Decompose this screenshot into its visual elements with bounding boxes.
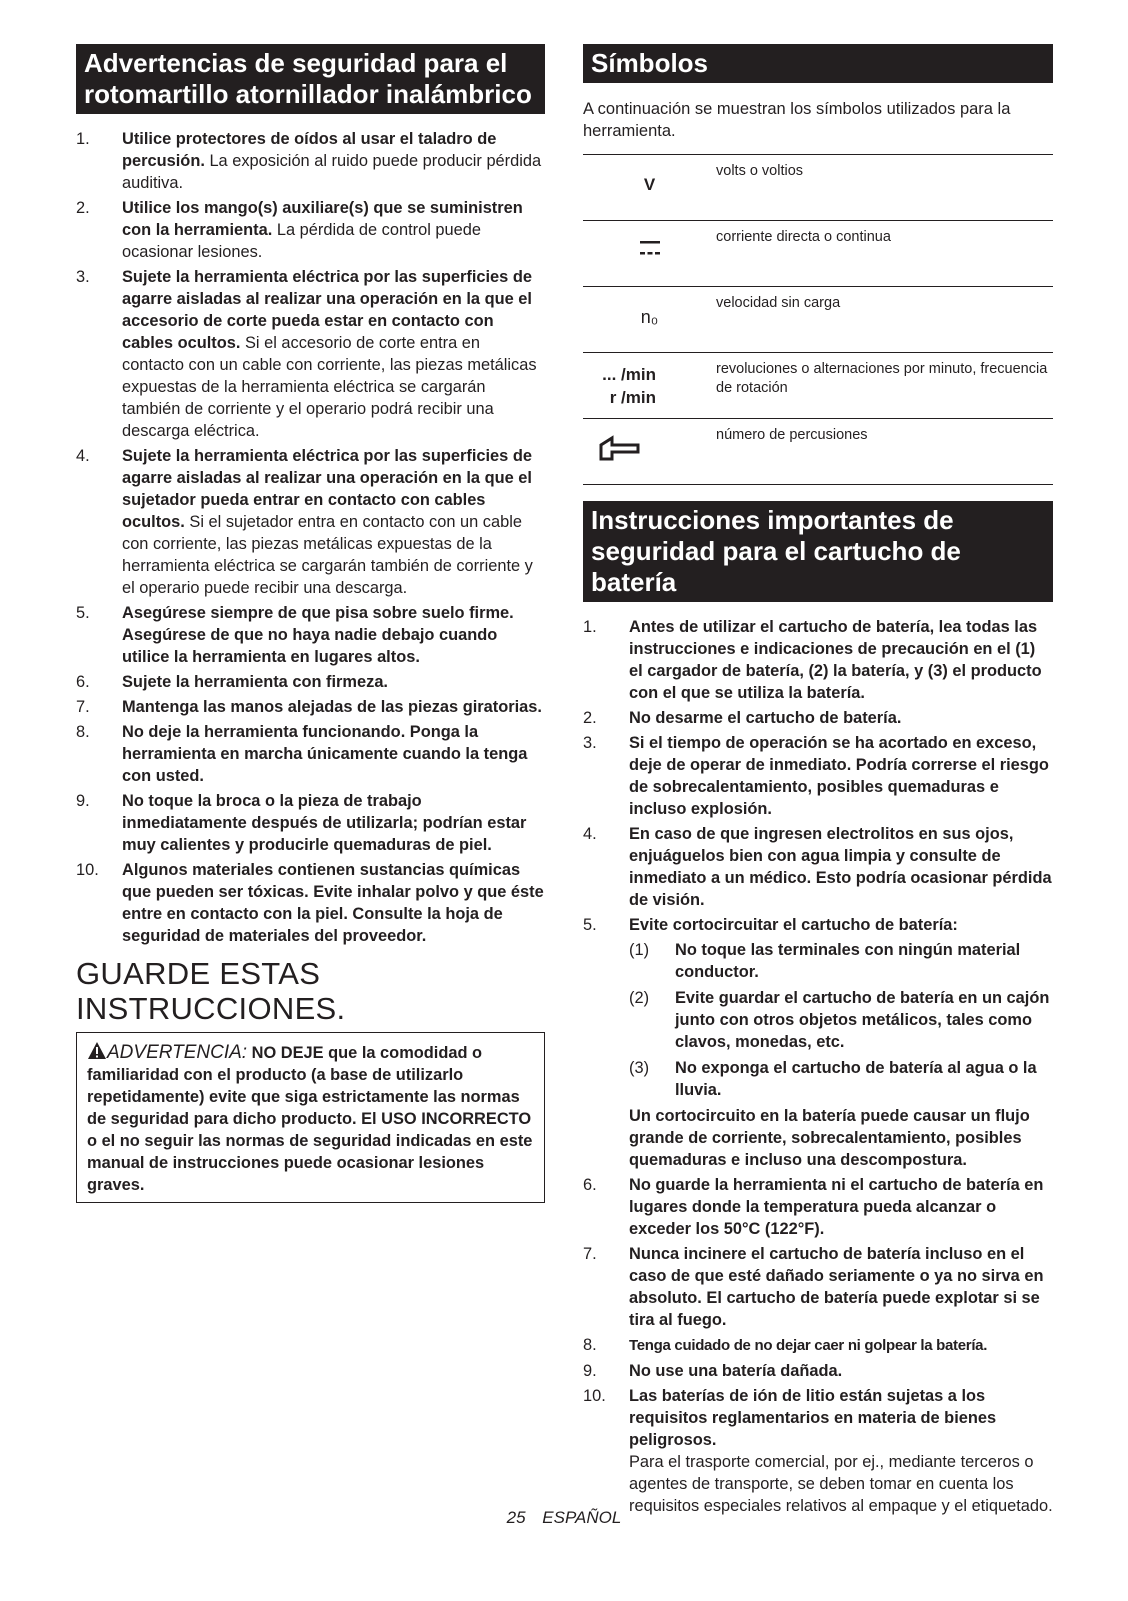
- section-heading-rotomartillo: Advertencias de seguridad para el rotomartillo atornillador inalámbrico: [76, 44, 545, 114]
- direct-current-icon: [638, 238, 662, 258]
- item-bold-text: Nunca incinere el cartucho de batería incluso en el caso de que esté dañado seriamente o ya no sirva en absoluto. El cartucho de batería puede explotar si se tira al fuego.: [629, 1245, 1044, 1329]
- item-bold-text: No guarde la herramienta ni el cartucho de batería en lugares donde la temperatura pueda alcanzar o exceder los 50°C (122°F).: [629, 1176, 1044, 1238]
- item-bold-text: No toque la broca o la pieza de trabajo inmediatamente después de utilizarla; podrían estar muy calientes y producirle quemaduras de piel.: [122, 792, 527, 854]
- item-number: 6.: [583, 1176, 597, 1194]
- list-item: [76, 721, 545, 787]
- warning-box: [76, 1032, 545, 1203]
- list-item: [583, 1360, 1053, 1382]
- symbol-row: [583, 155, 1053, 221]
- item-number: 10.: [583, 1387, 606, 1405]
- item-number: 9.: [76, 792, 90, 810]
- item-text: La exposición al ruido puede producir pérdida auditiva.: [122, 152, 542, 192]
- item-bold-text: Asegúrese siempre de que pisa sobre suelo firme. Asegúrese de que no haya nadie debajo cuando utilice la herramienta en lugares altos.: [122, 604, 514, 666]
- item-bold-text: Algunos materiales contienen sustancias químicas que pueden ser tóxicas. Evite inhalar polvo y que éste entre en contacto con la piel. Consulte la hoja de seguridad de materiales del proveedor.: [122, 861, 544, 945]
- list-item: [583, 732, 1053, 820]
- symbols-table: [583, 154, 1053, 485]
- symbols-intro: A continuación se muestran los símbolos utilizados para la herramienta.: [583, 100, 1011, 140]
- item-bold-text: Sujete la herramienta eléctrica por las superficies de agarre aisladas al realizar una operación en la que el sujetador pueda entrar en contacto con cables ocultos.: [122, 447, 532, 531]
- sub-item-text: Evite guardar el cartucho de batería en un cajón junto con otros objetos metálicos, tales como clavos, monedas, etc.: [675, 989, 1050, 1051]
- symbol-desc: corriente directa o continua: [716, 221, 1053, 287]
- item-bold-text: Utilice los mango(s) auxiliare(s) que se suministren con la herramienta.: [122, 199, 523, 239]
- item-bold-note: Un cortocircuito en la batería puede causar un flujo grande de corriente, sobrecalentamiento, posibles quemaduras e incluso una descompostura.: [629, 1107, 1030, 1169]
- symbol-row: [583, 419, 1053, 485]
- item-number: 4.: [583, 825, 597, 843]
- item-bold-text: Si el tiempo de operación se ha acortado en exceso, deje de operar de inmediato. Podría correrse el riesgo de sobrecalentamiento, posibles quemaduras e incluso explosión.: [629, 734, 1049, 818]
- sub-item: [629, 1057, 1053, 1101]
- page-footer: [0, 1508, 1128, 1528]
- item-number: 10.: [76, 861, 99, 879]
- list-item: [583, 914, 1053, 1171]
- warning-label: ADVERTENCIA:: [107, 1042, 248, 1063]
- symbol-row: [583, 221, 1053, 287]
- sub-item-number: (1): [629, 941, 650, 959]
- symbol-cell: [583, 353, 716, 419]
- list-item: [76, 790, 545, 856]
- item-bold-text: Evite cortocircuitar el cartucho de batería:: [629, 916, 958, 934]
- sub-item-number: (2): [629, 989, 650, 1007]
- item-bold-text: No desarme el cartucho de batería.: [629, 709, 902, 727]
- item-number: 5.: [583, 916, 597, 934]
- no-load-speed-symbol: n₀: [640, 307, 659, 327]
- impact-icon: [598, 435, 642, 461]
- sub-item-text: No toque las terminales con ningún material conductor.: [675, 941, 1021, 981]
- sub-item: [629, 987, 1053, 1053]
- list-item: [583, 707, 1053, 729]
- list-item: [76, 696, 545, 718]
- left-column: [76, 44, 545, 1203]
- symbol-desc: número de percusiones: [716, 419, 1053, 485]
- symbol-cell: [583, 221, 716, 287]
- list-item: [76, 445, 545, 599]
- battery-instruction-list: [583, 616, 1053, 1517]
- item-number: 8.: [583, 1336, 597, 1354]
- right-column: [583, 44, 1053, 1520]
- item-number: 3.: [583, 734, 597, 752]
- item-number: 1.: [76, 130, 90, 148]
- item-bold-text: Tenga cuidado de no dejar caer ni golpear la batería.: [629, 1337, 988, 1354]
- list-item: [583, 823, 1053, 911]
- item-number: 3.: [76, 268, 90, 286]
- list-item: [76, 859, 545, 947]
- list-item: [583, 1243, 1053, 1331]
- item-number: 9.: [583, 1362, 597, 1380]
- item-bold-text: Sujete la herramienta eléctrica por las superficies de agarre aisladas al realizar una operación en la que el accesorio de corte pueda estar en contacto con cables ocultos.: [122, 268, 532, 352]
- volt-symbol: V: [643, 175, 656, 194]
- list-item: [76, 671, 545, 693]
- item-bold-text: Mantenga las manos alejadas de las piezas giratorias.: [122, 698, 542, 716]
- item-bold-text: No use una batería dañada.: [629, 1362, 843, 1380]
- list-item: [583, 1174, 1053, 1240]
- rotomartillo-warning-list: [76, 128, 545, 947]
- item-number: 2.: [583, 709, 597, 727]
- item-number: 2.: [76, 199, 90, 217]
- list-item: [76, 602, 545, 668]
- item-bold-text: No deje la herramienta funcionando. Ponga la herramienta en marcha únicamente cuando la tenga con usted.: [122, 723, 528, 785]
- item-text: La pérdida de control puede ocasionar lesiones.: [122, 221, 481, 261]
- item-number: 7.: [76, 698, 90, 716]
- list-item: [76, 128, 545, 194]
- symbol-cell: [583, 155, 716, 221]
- page-number: 25: [506, 1508, 526, 1527]
- item-bold-text: Antes de utilizar el cartucho de batería, lea todas las instrucciones e indicaciones de precaución en el (1) el cargador de batería, (2) la batería, y (3) el producto con el que se utiliza la batería.: [629, 618, 1042, 702]
- symbol-desc: volts o voltios: [716, 155, 1053, 221]
- section-heading-simbolos: Símbolos: [583, 44, 1053, 83]
- symbol-cell: [583, 419, 716, 485]
- item-number: 6.: [76, 673, 90, 691]
- sub-item-text: No exponga el cartucho de batería al agua o la lluvia.: [675, 1059, 1037, 1099]
- per-minute-symbol: ... /min r /min: [602, 365, 656, 407]
- item-bold-text: Utilice protectores de oídos al usar el taladro de percusión.: [122, 130, 497, 170]
- item-text: Si el sujetador entra en contacto con un cable con corriente, las piezas metálicas expuestas de la herramienta eléctrica se cargarán también de corriente y el operario puede recibir una descarga.: [122, 513, 533, 597]
- list-item: [76, 266, 545, 442]
- list-item: [76, 197, 545, 263]
- warning-text: NO DEJE que la comodidad o familiaridad con el producto (a base de utilizarlo repetidamente) evite que siga estrictamente las normas de seguridad para dicho producto. El USO INCORRECTO o el no seguir las normas de seguridad indicadas en este manual de instrucciones puede ocasionar lesiones graves.: [87, 1044, 533, 1194]
- item-number: 5.: [76, 604, 90, 622]
- warning-triangle-icon: [87, 1041, 107, 1060]
- item-number: 4.: [76, 447, 90, 465]
- item-text: Si el accesorio de corte entra en contacto con un cable con corriente, las piezas metálicas expuestas de la herramienta eléctrica se cargarán también de corriente y el operario podrá recibir una descarga eléctrica.: [122, 334, 537, 440]
- sub-item-number: (3): [629, 1059, 650, 1077]
- item-number: 8.: [76, 723, 90, 741]
- symbol-desc: velocidad sin carga: [716, 287, 1053, 353]
- footer-language: ESPAÑOL: [542, 1508, 622, 1527]
- symbol-row: [583, 353, 1053, 419]
- item-plain-note: Para el trasporte comercial, por ej., mediante terceros o agentes de transporte, se deben tomar en cuenta los requisitos especiales relativos al empaque y el etiquetado.: [629, 1453, 1053, 1515]
- guarde-heading: GUARDE ESTAS INSTRUCCIONES.: [76, 956, 346, 1026]
- item-number: 1.: [583, 618, 597, 636]
- item-bold-text: En caso de que ingresen electrolitos en sus ojos, enjuáguelos bien con agua limpia y consulte de inmediato a un médico. Esto podría ocasionar pérdida de visión.: [629, 825, 1052, 909]
- symbol-row: [583, 287, 1053, 353]
- item-number: 7.: [583, 1245, 597, 1263]
- item-bold-text: Las baterías de ión de litio están sujetas a los requisitos reglamentarios en materia de bienes peligrosos.: [629, 1387, 997, 1449]
- list-item: [583, 1334, 1053, 1357]
- list-item: [583, 616, 1053, 704]
- symbol-desc: revoluciones o alternaciones por minuto, frecuencia de rotación: [716, 353, 1053, 419]
- symbol-cell: [583, 287, 716, 353]
- item-bold-text: Sujete la herramienta con firmeza.: [122, 673, 388, 691]
- sub-list: [629, 939, 1053, 1101]
- sub-item: [629, 939, 1053, 983]
- section-heading-bateria: Instrucciones importantes de seguridad para el cartucho de batería: [583, 501, 1053, 602]
- list-item: [583, 1385, 1053, 1517]
